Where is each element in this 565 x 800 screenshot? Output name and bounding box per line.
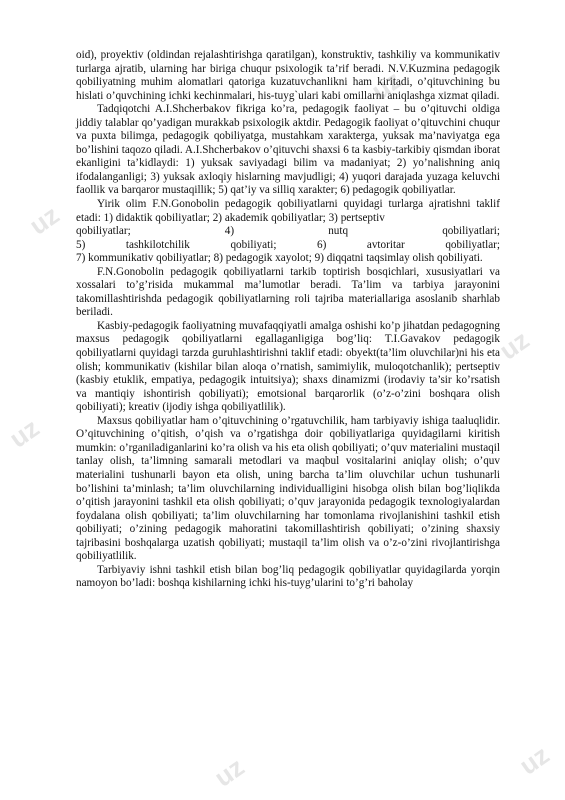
watermark: uz <box>3 412 45 454</box>
watermark: uz <box>208 751 250 793</box>
paragraph: Yirik olim F.N.Gonobolin pedagogik qobiliyatlarni quyidagi turlarga ajratishni taklif etadi: 1) didaktik qobiliyatlar; 2) akademik qobiliyatlar; 3) pertseptiv <box>76 198 500 224</box>
paragraph: Tadqiqotchi A.I.Shcherbakov fikriga ko’ra, pedagogik faoliyat – bu o’qituvchi oldiga jiddiy talablar qo’yadigan murakkab psixologik aktdir. Pedagogik faoliyat o’qituvchini chuqur va puxta bilimga, pedagogik qobiliyatga, mustahkam xarakterga, yuksak ma’naviyatga ega bo’lishini taqozo qiladi. A.I.Shcherbakov o’qituvchi shaxsi 6 ta kasbiy-tarkibiy qismdan iborat ekanligini ta’kidlaydi: 1) yuksak saviyadagi bilim va madaniyat; 2) yo’nalishning aniq ifodalanganligi; 3) yuksak axloqiy hislarning mavjudligi; 4) yuqori darajada yuzaga keluvchi faollik va barqaror mustaqillik; 5) qat’iy va silliq xarakter; 6) pedagogik qobiliyatlar. <box>76 103 500 197</box>
watermark: uz <box>493 324 535 366</box>
paragraph-line: qobiliyatlar; 4) nutq qobiliyatlari; <box>76 225 500 238</box>
paragraph: oid), proyektiv (oldindan rejalashtirishga qaratilgan), konstruktiv, tashkiliy va kommunikativ turlarga ajratib, ularning har biriga chuqur psixologik ta’rif beradi. N.V.Kuzmina pedagogik qobiliyatning muhim alomatlari qatoriga kuzatuvchanlikni ham kiritadi, o’qituvchining bu hislati o’quvchining ichki kechinmalari, his-tuyg`ulari kabi omillarni aniqlashga xizmat qiladi. <box>76 49 500 102</box>
watermark: uz <box>23 199 65 241</box>
paragraph: 7) kommunikativ qobiliyatlar; 8) pedagogik xayolot; 9) diqqatni taqsimlay olish qobiliyati. <box>76 252 483 265</box>
document-page <box>76 49 500 591</box>
paragraph: Kasbiy-pedagogik faoliyatning muvafaqqiyatli amalga oshishi ko’p jihatdan pedagogning maxsus pedagogik qobiliyatlarni egallaganligiga bog’liq: T.I.Gavakov pedagogik qobiliyatlarni quyidagi tarzda guruhlashtirishni taklif etadi: obyekt(ta’lim oluvchilar)ni his eta olish; kommunikativ (kishilar bilan aloqa o’rnatish, samimiylik, muloqotchanlik); pertseptiv (kasbiy etuklik, empatiya, pedagogik intuitsiya); shaxs dinamizmi (irodaviy ta’sir ko’rsatish va mantiqiy ishontirish qobiliyati); emotsional barqarorlik (o’z-o’zini boshqara olish qobiliyati); kreativ (ijodiy ishga qobiliyatlilik). <box>76 319 500 414</box>
paragraph: Maxsus qobiliyatlar ham o’qituvchining o’rgatuvchilik, ham tarbiyaviy ishiga taaluqlidir. O’qituvchining o’qitish, o’qish va o’rgatishga doir qobiliyatlariga quyidagilarni kiritish mumkin: o’rganiladiganlarini ko’ra olish va his eta olish qobiliyati; o’quv materialini mustaqil tanlay olish, ta’limning samarali metodlari va maqbul vositalarini aniqlay olish; o’quv materialini tushunarli bayon eta olish, uning barcha ta’lim oluvchilar uchun tushunarli bo’lishini ta’minlash; ta’lim oluvchilarning individualligini hisobga olish bilan bog’liqlikda o’qitish jarayonini tashkil eta olish qobiliyati; o’quv jarayonida pedagogik texnologiyalardan foydalana olish qobiliyati; ta’lim oluvchilarning har tomonlama rivojlanishini tashkil etish qobiliyati; o’zining pedagogik mahoratini takomillashtirish qobiliyati; o’zining shaxsiy tajribasini boshqalarga uzatish qobiliyati; mustaqil ta’lim olish va o’z-o’zini rivojlantirishga qobiliyatlilik. <box>76 414 500 563</box>
watermark: uz <box>513 739 555 781</box>
paragraph: F.N.Gonobolin pedagogik qobiliyatlarni tarkib toptirish bosqichlari, xususiyatlari va xossalari to’g’risida mukammal ma’lumotlar beradi. Ta’lim va tarbiya jarayonini takomillashtirishda pedagogik qobiliyatlarning roli tajriba materiallariga asoslanib sharhlab beriladi. <box>76 265 500 319</box>
watermark: uz <box>365 64 407 106</box>
paragraph: Tarbiyaviy ishni tashkil etish bilan bog’liq pedagogik qobiliyatlar quyidagilarda yorqin namoyon bo’ladi: boshqa kishilarning ichki his-tuyg’ularini to’g’ri baholay <box>76 563 500 590</box>
paragraph-line: 5) tashkilotchilik qobiliyati; 6) avtoritar qobiliyatlar; <box>76 238 500 251</box>
